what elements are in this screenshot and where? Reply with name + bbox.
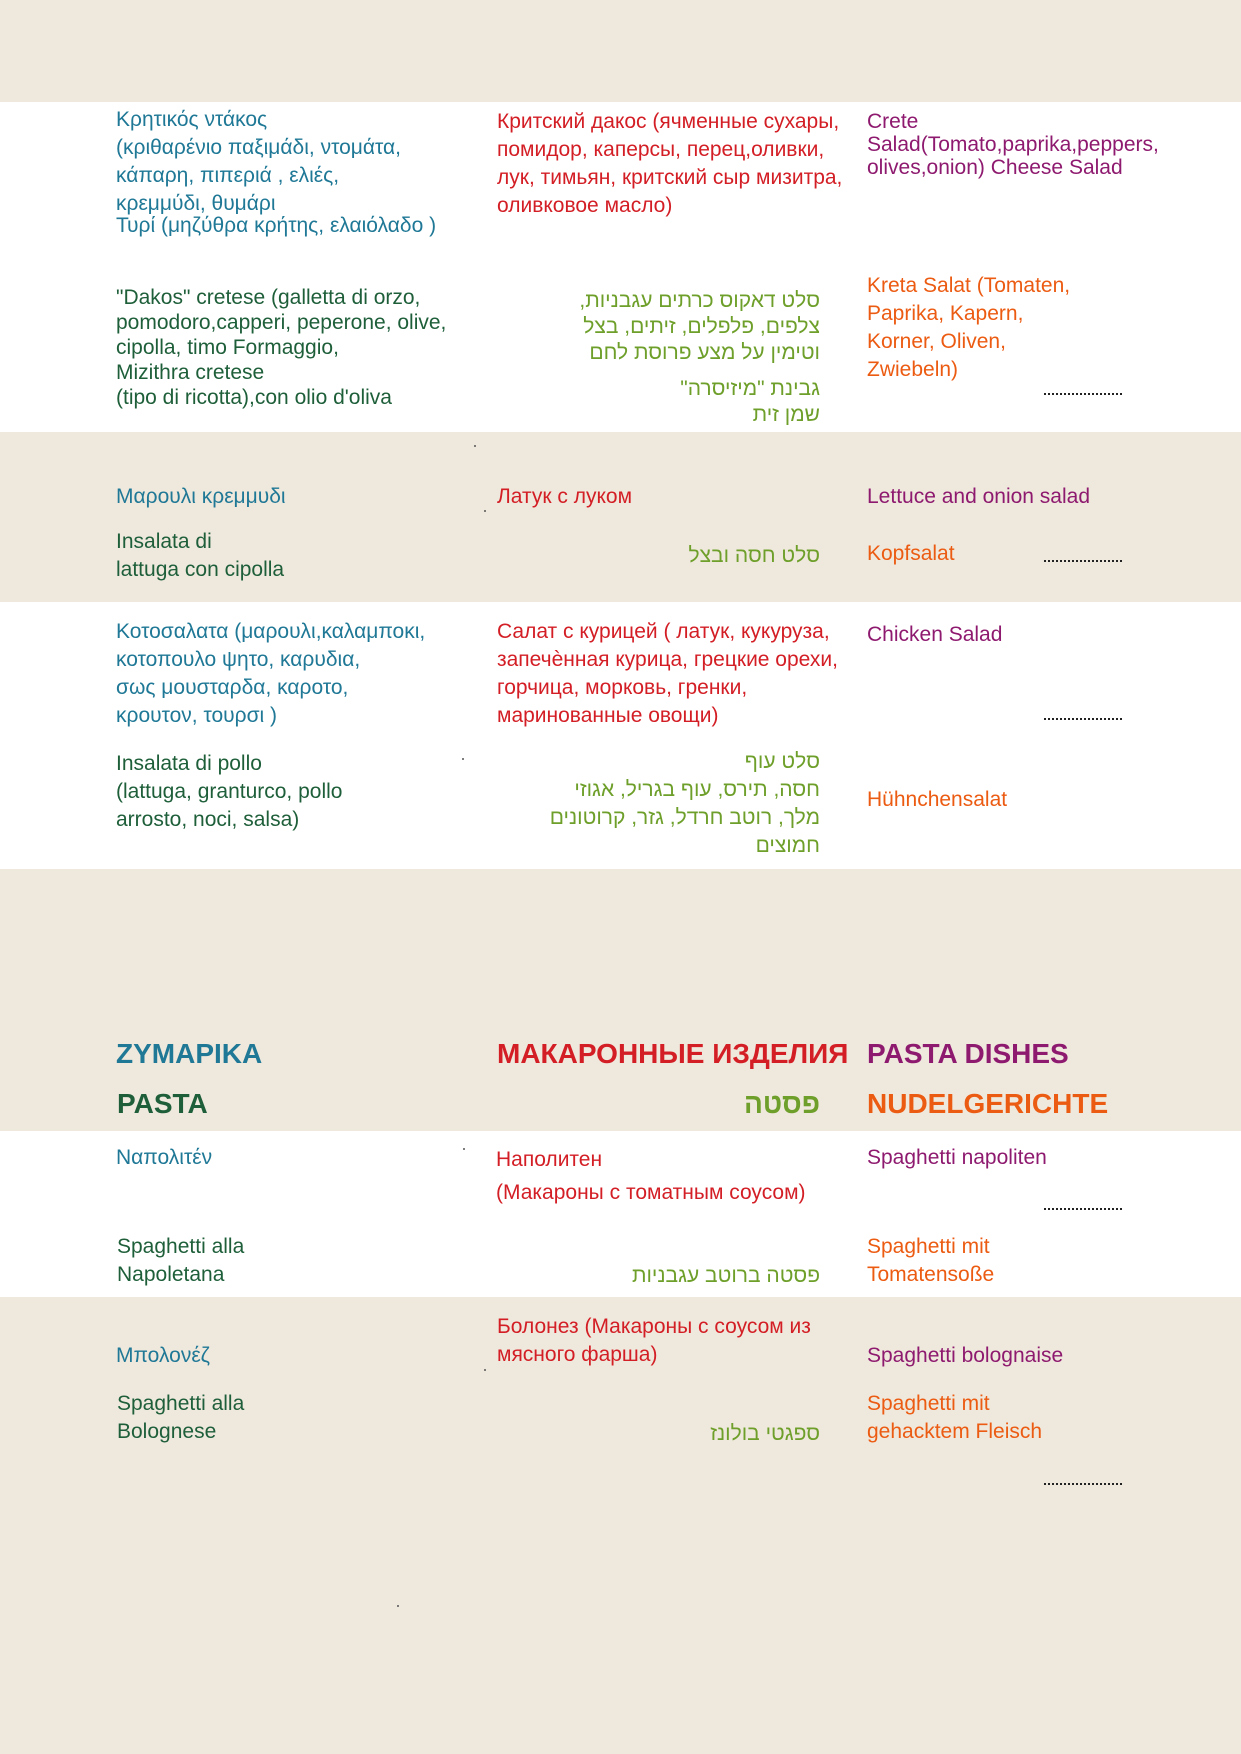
item-name-hebrew: סלט דאקוס כרתים עגבניות, צלפים, פלפלים, זיתים, בצל וטימין על מצע פרוסת לחם: [579, 289, 820, 364]
print-speck: [463, 1148, 465, 1150]
item-name-hebrew: ספגטי בולונז: [710, 1422, 820, 1445]
item-name-russian: Салат с курицей ( латук, кукуруза, запечѐнная курица, грецкие орехи, горчица, морковь, гренки, маринованные овощи): [497, 620, 838, 727]
item-name-greek: Κρητικός ντάκος (κριθαρένιο παξιμάδι, ντομάτα, κάπαρη, πιπεριά , ελιές, κρεμμύδι, θυμάρι: [116, 108, 401, 215]
item-name-italian: Spaghetti alla Bolognese: [117, 1392, 245, 1443]
item-name-english: Spaghetti bolognaise: [867, 1344, 1064, 1367]
item-name-german: Kreta Salat (Tomaten, Paprika, Kapern, Korner, Oliven, Zwiebeln): [867, 274, 1071, 381]
item-name-english: Lettuce and onion salad: [867, 485, 1091, 508]
item-name-italian: "Dakos" cretese (galletta di orzo, pomodoro,capperi, peperone, olive, cipolla, timo Formaggio, Mizithra cretese (tipo di ricotta),con olio d'oliva: [116, 286, 447, 409]
item-name-greek: Ναπολιτέν: [116, 1146, 213, 1169]
item-name-hebrew: סלט עוף חסה, תירס, עוף בגריל, אגוזי מלך, רוטב חרדל, גזר, קרוטונים חמוצים: [549, 750, 820, 857]
item-name-greek: Μαρουλι κρεμμυδι: [116, 485, 286, 508]
print-speck: [474, 445, 476, 447]
item-name-russian: Латук с луком: [497, 485, 633, 508]
item-name-english: Crete Salad(Tomato,paprika,peppers, olives,onion) Cheese Salad: [867, 110, 1159, 179]
price-placeholder: [1044, 393, 1122, 395]
price-placeholder: [1044, 560, 1122, 562]
item-name-greek-cheese: Τυρί (μηζύθρα κρήτης, ελαιόλαδο ): [116, 214, 437, 237]
item-name-english: Spaghetti napoliten: [867, 1146, 1047, 1169]
item-name-russian: Болонез (Макароны с соусом из мясного фарша): [497, 1315, 811, 1366]
item-name-italian: Insalata di pollo (lattuga, granturco, pollo arrosto, noci, salsa): [116, 752, 343, 831]
print-speck: [462, 758, 464, 760]
section-title-english: PASTA DISHES: [867, 1038, 1069, 1069]
item-name-italian: Insalata di lattuga con cipolla: [116, 530, 285, 581]
section-title-greek: ΖΥΜΑΡΙΚΑ: [116, 1038, 263, 1069]
section-title-german: NUDELGERICHTE: [867, 1088, 1109, 1119]
item-name-russian: Критский дакос (ячменные сухары, помидор, каперсы, перец,оливки, лук, тимьян, критский сыр мизитра, оливковое масло): [497, 110, 843, 217]
item-name-hebrew: סלט חסה ובצל: [688, 544, 820, 567]
item-name-greek: Κοτοσαλατα (μαρουλι,καλαμποκι, κοτοπουλο ψητο, καρυδια, σως μουσταρδα, καροτο, κρουτον, τουρσι ): [116, 620, 426, 727]
section-title-russian: МАКАРОННЫЕ ИЗДЕЛИЯ: [497, 1038, 849, 1069]
item-name-hebrew-cheese: גבינת "מיזיסרה" שמן זית: [680, 377, 820, 426]
item-name-italian: Spaghetti alla Napoletana: [117, 1235, 245, 1286]
print-speck: [484, 510, 486, 512]
print-speck: [397, 1605, 399, 1607]
price-placeholder: [1044, 1483, 1122, 1485]
item-name-german: Spaghetti mit gehacktem Fleisch: [867, 1392, 1043, 1443]
price-placeholder: [1044, 1208, 1122, 1210]
item-name-greek: Μπολονέζ: [116, 1344, 210, 1367]
price-placeholder: [1044, 718, 1122, 720]
item-name-russian: Наполитен (Макароны с томатным соусом): [496, 1148, 806, 1204]
item-name-english: Chicken Salad: [867, 623, 1003, 646]
section-title-hebrew: פסטה: [744, 1088, 820, 1119]
item-name-german: Hühnchensalat: [867, 788, 1008, 811]
item-name-german: Spaghetti mit Tomatensoße: [867, 1235, 995, 1286]
section-title-italian: PASTA: [117, 1088, 208, 1119]
item-name-hebrew: פסטה ברוטב עגבניות: [631, 1264, 820, 1287]
item-name-german: Kopfsalat: [867, 542, 955, 565]
print-speck: [484, 1369, 486, 1371]
